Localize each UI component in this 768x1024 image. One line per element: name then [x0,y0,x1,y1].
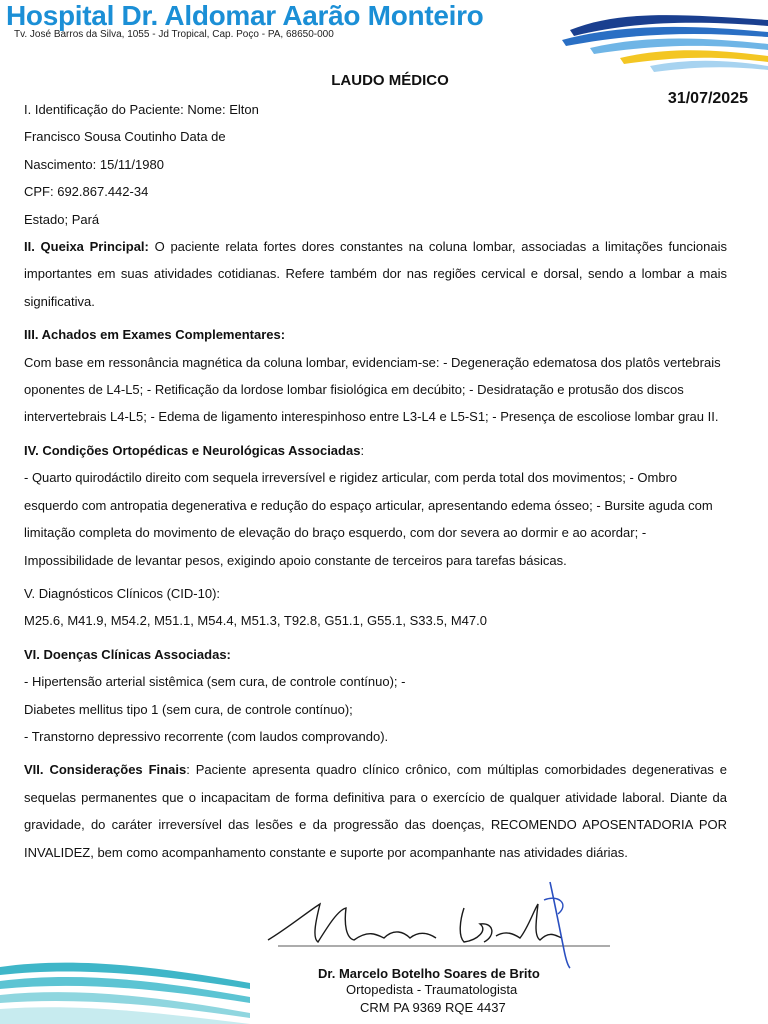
patient-id-line: Estado; Pará [24,211,100,227]
findings-heading-text: III. Achados em Exames Complementares: [24,327,286,343]
report-body [24,96,727,866]
findings-text: Com base em ressonância magnética da coluna lombar, evidenciam-se: - Degeneração edematosa dos platôs vertebrais oponentes de L4-L5; - Retificação da lordose lombar fisiológica em decúbito; - Desidratação e protusão dos discos intervertebrais L4-L5; - Edema de ligamento interespinhoso entre L3-L4 e L5-S1; - Presença de escoliose lombar grau II. [24,354,721,425]
footer-wave-logo [0,955,250,1024]
doctor-crm: CRM PA 9369 RQE 4437 [360,1000,506,1015]
final-section [24,756,727,866]
patient-id-line: Nascimento: 15/11/1980 [24,156,164,172]
diagnoses-codes: M25.6, M41.9, M54.2, M51.1, M54.4, M51.3, T92.8, G51.1, G55.1, S33.5, M47.0 [24,613,487,629]
complaint-text: O paciente relata fortes dores constantes na coluna lombar, associadas a limitações funcionais importantes em suas atividades cotidianas. Refere também dor nas regiões cervical e dorsal, sendo a lombar a mais significativa. [24,239,728,309]
patient-id-line: CPF: 692.867.442-34 [24,184,149,200]
header-wave-logo [560,0,768,78]
hospital-address: Tv. José Barros da Silva, 1055 - Jd Tropical, Cap. Poço - PA, 68650-000 [14,29,334,40]
final-text: : Paciente apresenta quadro clínico crônico, com múltiplas comorbidades degenerativas e sequelas permanentes que o incapacitam de forma definitiva para o exercício de qualquer atividade laboral. Diante da gravidade, do caráter irreversível das lesões e da progressão das doenças, RECOMENDO APOSENTADORIA POR INVALIDEZ, bem como acompanhamento constante e suporte por acompanhante nas atividades diárias. [24,762,727,860]
conditions-text: - Quarto quirodáctilo direito com sequela irreversível e rigidez articular, com perda total dos movimentos; - Ombro esquerdo com antropatia degenerativa e redução do espaço articular, apresentando edema ósseo; - Bursite aguda com limitação completa do movimento de elevação do braço esquerdo, com dor severa ao dormir e ao acordar; - Impossibilidade de levantar pesos, exigindo apoio constante de terceiros para tarefas básicas. [24,470,713,568]
findings-heading [24,321,727,348]
final-heading: VII. Considerações Finais [24,762,187,778]
hospital-name: Hospital Dr. Aldomar Aarão Monteiro [6,0,484,31]
diseases-line: Diabetes mellitus tipo 1 (sem cura, de controle contínuo); [24,701,353,717]
complaint-heading: II. Queixa Principal: [24,239,149,255]
doctor-specialty: Ortopedista - Traumatologista [346,982,518,997]
diseases-heading-text: VI. Doenças Clínicas Associadas: [24,646,231,662]
diseases-line: - Transtorno depressivo recorrente (com laudos comprovando). [24,728,389,744]
patient-id-line: I. Identificação do Paciente: Nome: Elton [24,102,259,117]
complaint-section [24,233,727,315]
diseases-heading [24,641,727,668]
diagnoses-heading: V. Diagnósticos Clínicos (CID-10): [24,585,221,601]
handwritten-signature [258,880,618,970]
doctor-name: Dr. Marcelo Botelho Soares de Brito [318,966,540,981]
document-title: LAUDO MÉDICO [331,72,449,89]
conditions-heading-suffix: : [360,442,365,458]
diseases-line: - Hipertensão arterial sistêmica (sem cura, de controle contínuo); - [24,674,406,690]
conditions-heading [24,437,727,464]
conditions-heading-text: IV. Condições Ortopédicas e Neurológicas Associadas [24,442,361,458]
document-date: 31/07/2025 [667,90,748,107]
patient-id-line: Francisco Sousa Coutinho Data de [24,129,226,145]
